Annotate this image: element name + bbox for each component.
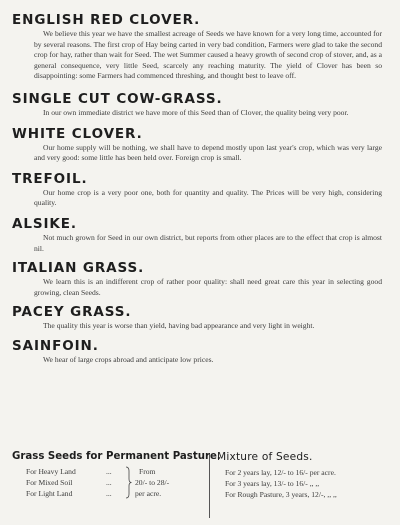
price-text: 20/- to 28/-	[135, 478, 170, 487]
section-body: The quality this year is worse than yield, having bad appearance and very light in weight.	[43, 321, 315, 331]
price-text: per acre.	[135, 489, 162, 498]
mixture-row	[217, 467, 390, 478]
section-body: We hear of large crops abroad and anticipate low prices.	[43, 354, 214, 364]
section-sainfoin	[12, 338, 386, 366]
curly-brace-icon	[125, 466, 132, 499]
mixture-label: For Rough Pasture, 3 years, 12/-, ,, ,,	[225, 490, 337, 499]
pasture-row	[12, 466, 204, 477]
section-trefoil	[12, 171, 386, 209]
section-body: Not much grown for Seed in our own district, but reports from other places are to the effect that crop is almost nil.	[34, 232, 382, 253]
section-italian-grass	[12, 260, 386, 298]
price-tables	[12, 451, 390, 518]
mixture-label: For 3 years lay, 13/- to 16/- ,, ,,	[225, 479, 320, 488]
mixture-row	[217, 478, 390, 489]
land-label: For Mixed Soil	[26, 478, 73, 487]
pasture-row	[12, 488, 204, 499]
land-label: For Light Land	[26, 489, 73, 498]
section-body: Our home crop is a very poor one, both for quantity and quality. The Prices will be very high, considering quality.	[34, 187, 382, 208]
mixture-row	[217, 489, 390, 500]
section-english-red-clover	[12, 12, 386, 82]
section-body: Our home supply will be nothing, we shall have to depend mostly upon last year's crop, which was very large and very good: some little has been held over. Foreign crop is small.	[34, 142, 382, 163]
section-single-cut-cow-grass	[12, 91, 386, 119]
permanent-pasture-table	[12, 451, 221, 518]
section-heading: SINGLE CUT COW-GRASS.	[12, 90, 223, 107]
mixture-heading: Mixture of Seeds.	[217, 451, 313, 463]
leader-dots: ...	[106, 467, 112, 476]
section-body: We believe this year we have the smallest acreage of Seeds we have known for a very long time, accounted for by several reasons. The first crop of Hay being carted in very bad condition, Farmers were glad to take the second crop for hay, rather than wait for Seed. The wet Summer caused a heavy growth of second crop of stover, and, as a general consequence, very little Seed, scarcely any reaching maturity. The yield of Clover has been so disappointing: some Farmers had commenced threshing, and thought best to leave off.	[34, 29, 382, 81]
permanent-pasture-heading: Grass Seeds for Permanent Pasture.	[12, 451, 221, 462]
leader-dots: ...	[106, 489, 112, 498]
section-heading: TREFOIL.	[12, 170, 88, 187]
price-text: From	[139, 467, 156, 476]
section-pacey-grass	[12, 304, 386, 332]
column-divider	[209, 454, 210, 518]
section-body: We learn this is an indifferent crop of rather poor quality: shall need great care this year in selecting good growing, clean Seeds.	[34, 277, 382, 297]
section-white-clover	[12, 126, 386, 164]
section-alsike	[12, 216, 386, 254]
mixture-label: For 2 years lay, 12/- to 16/- per acre.	[225, 468, 336, 477]
pasture-row	[12, 477, 204, 488]
section-heading: ALSIKE.	[12, 215, 77, 232]
section-body: In our own immediate district we have more of this Seed than of Clover, the quality being very poor.	[43, 107, 349, 117]
section-heading: PACEY GRASS.	[12, 304, 132, 321]
mixture-table	[217, 451, 390, 518]
section-heading: ENGLISH RED CLOVER.	[12, 12, 201, 28]
section-heading: SAINFOIN.	[12, 337, 99, 354]
land-label: For Heavy Land	[26, 467, 76, 476]
leader-dots: ...	[106, 478, 112, 487]
section-heading: ITALIAN GRASS.	[12, 260, 145, 277]
section-heading: WHITE CLOVER.	[12, 125, 143, 142]
